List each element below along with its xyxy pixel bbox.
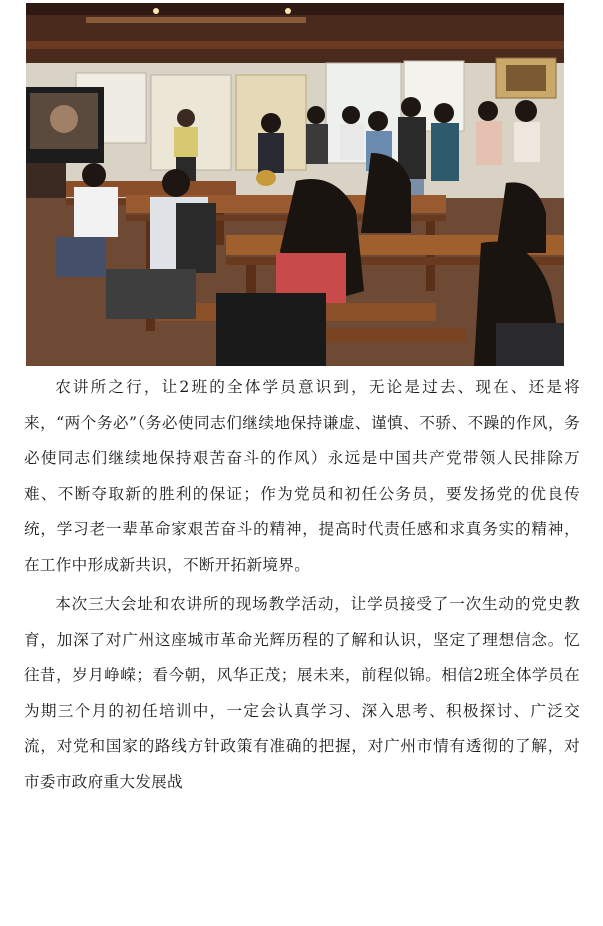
photo-illustration xyxy=(26,3,564,366)
article-paragraph-1: 农讲所之行，让2班的全体学员意识到，无论是过去、现在、还是将来，“两个务必”（务必使同志们继续地保持谦虚、谨慎、不骄、不躁的作风，务必使同志们继续地保持艰苦奋斗的作风）永远是中国共产党带领人民排除万难、不断夺取新的胜利的保证；作为党员和初任公务员，要发扬党的优良传统，学习老一辈革命家艰苦奋斗的精神，提高时代责任感和求真务实的精神，在工作中形成新共识，不断开拓新境界。 xyxy=(24,378,580,574)
article-paragraph-2: 本次三大会址和农讲所的现场教学活动，让学员接受了一次生动的党史教育，加深了对广州这座城市革命光辉历程的了解和认识，坚定了理想信念。忆往昔，岁月峥嵘；看今朝，风华正茂；展未来，前程似锦。相信2班全体学员在为期三个月的初任培训中，一定会认真学习、深入思考、积极探讨、广泛交流，对党和国家的路线方针政策有准确的把握，对广州市情有透彻的了解，对市委市政府重大发展战 xyxy=(24,595,580,791)
article-photo xyxy=(26,3,564,366)
article-body xyxy=(24,370,580,800)
